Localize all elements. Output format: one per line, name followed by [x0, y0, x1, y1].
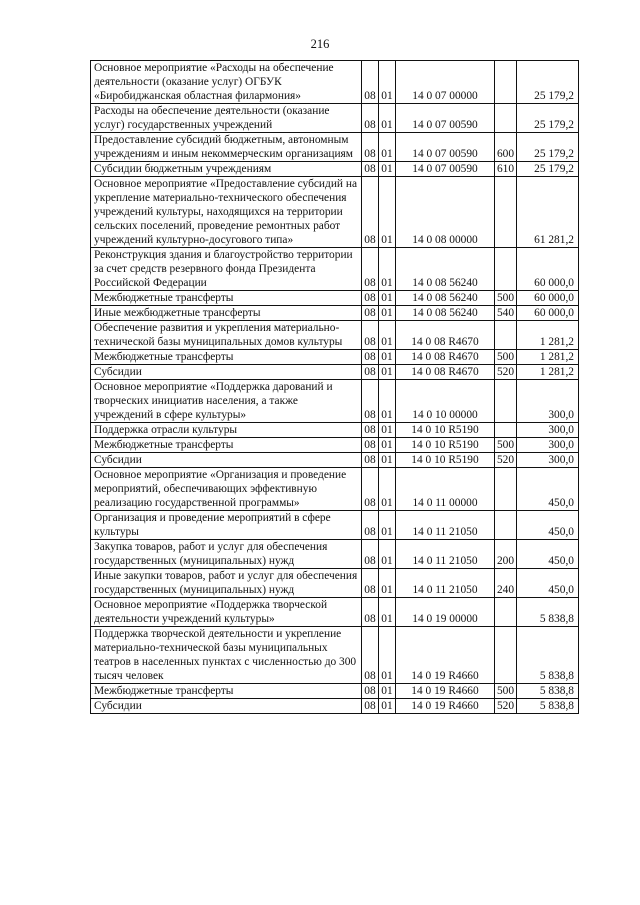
- row-subsection-cell: 01: [379, 468, 396, 511]
- row-name-cell: Субсидии бюджетным учреждениям: [91, 162, 362, 177]
- row-expense-type-cell: [495, 321, 517, 350]
- row-name-cell: Межбюджетные трансферты: [91, 438, 362, 453]
- row-section-cell: 08: [362, 453, 379, 468]
- row-name-cell: Субсидии: [91, 365, 362, 380]
- row-target-article-cell: 14 0 07 00590: [396, 133, 495, 162]
- row-target-article-cell: 14 0 08 R4670: [396, 321, 495, 350]
- row-subsection-cell: 01: [379, 699, 396, 714]
- row-amount-cell: 450,0: [517, 468, 579, 511]
- row-expense-type-cell: 610: [495, 162, 517, 177]
- row-amount-cell: 25 179,2: [517, 61, 579, 104]
- row-section-cell: 08: [362, 380, 379, 423]
- row-section-cell: 08: [362, 291, 379, 306]
- row-name-cell: Субсидии: [91, 699, 362, 714]
- row-expense-type-cell: [495, 104, 517, 133]
- row-target-article-cell: 14 0 08 R4670: [396, 365, 495, 380]
- row-amount-cell: 5 838,8: [517, 684, 579, 699]
- row-target-article-cell: 14 0 07 00590: [396, 104, 495, 133]
- row-amount-cell: 300,0: [517, 380, 579, 423]
- row-subsection-cell: 01: [379, 627, 396, 684]
- row-section-cell: 08: [362, 321, 379, 350]
- row-subsection-cell: 01: [379, 350, 396, 365]
- table-row: [91, 627, 579, 684]
- table-row: [91, 438, 579, 453]
- row-target-article-cell: 14 0 10 R5190: [396, 423, 495, 438]
- table-row: [91, 162, 579, 177]
- row-amount-cell: 450,0: [517, 569, 579, 598]
- row-section-cell: 08: [362, 540, 379, 569]
- table-row: [91, 177, 579, 248]
- row-subsection-cell: 01: [379, 133, 396, 162]
- row-name-cell: Субсидии: [91, 453, 362, 468]
- row-expense-type-cell: [495, 627, 517, 684]
- row-subsection-cell: 01: [379, 380, 396, 423]
- row-section-cell: 08: [362, 133, 379, 162]
- row-section-cell: 08: [362, 248, 379, 291]
- row-amount-cell: 60 000,0: [517, 306, 579, 321]
- row-name-cell: Межбюджетные трансферты: [91, 291, 362, 306]
- row-subsection-cell: 01: [379, 569, 396, 598]
- table-row: [91, 104, 579, 133]
- table-row: [91, 61, 579, 104]
- table-row: [91, 380, 579, 423]
- row-target-article-cell: 14 0 11 21050: [396, 540, 495, 569]
- row-amount-cell: 450,0: [517, 511, 579, 540]
- row-section-cell: 08: [362, 162, 379, 177]
- row-expense-type-cell: 600: [495, 133, 517, 162]
- row-expense-type-cell: 520: [495, 453, 517, 468]
- row-section-cell: 08: [362, 598, 379, 627]
- row-name-cell: Основное мероприятие «Поддержка творческой деятельности учреждений культуры»: [91, 598, 362, 627]
- row-subsection-cell: 01: [379, 365, 396, 380]
- row-expense-type-cell: 200: [495, 540, 517, 569]
- row-expense-type-cell: [495, 248, 517, 291]
- row-amount-cell: 61 281,2: [517, 177, 579, 248]
- row-amount-cell: 300,0: [517, 438, 579, 453]
- row-subsection-cell: 01: [379, 423, 396, 438]
- row-amount-cell: 1 281,2: [517, 350, 579, 365]
- budget-table: [90, 60, 579, 714]
- row-amount-cell: 60 000,0: [517, 291, 579, 306]
- row-section-cell: 08: [362, 350, 379, 365]
- row-subsection-cell: 01: [379, 540, 396, 569]
- row-amount-cell: 1 281,2: [517, 321, 579, 350]
- row-amount-cell: 25 179,2: [517, 104, 579, 133]
- row-section-cell: 08: [362, 684, 379, 699]
- row-expense-type-cell: [495, 423, 517, 438]
- row-amount-cell: 25 179,2: [517, 162, 579, 177]
- row-expense-type-cell: 540: [495, 306, 517, 321]
- row-name-cell: Расходы на обеспечение деятельности (оказание услуг) государственных учреждений: [91, 104, 362, 133]
- row-amount-cell: 60 000,0: [517, 248, 579, 291]
- row-expense-type-cell: 500: [495, 350, 517, 365]
- row-name-cell: Межбюджетные трансферты: [91, 350, 362, 365]
- row-section-cell: 08: [362, 365, 379, 380]
- row-section-cell: 08: [362, 423, 379, 438]
- row-target-article-cell: 14 0 08 00000: [396, 177, 495, 248]
- row-expense-type-cell: [495, 468, 517, 511]
- row-section-cell: 08: [362, 627, 379, 684]
- row-subsection-cell: 01: [379, 598, 396, 627]
- table-row: [91, 540, 579, 569]
- row-expense-type-cell: [495, 177, 517, 248]
- row-name-cell: Иные закупки товаров, работ и услуг для обеспечения государственных (муниципальных) нужд: [91, 569, 362, 598]
- row-subsection-cell: 01: [379, 321, 396, 350]
- row-target-article-cell: 14 0 11 00000: [396, 468, 495, 511]
- row-name-cell: Поддержка творческой деятельности и укрепление материально-технической базы муниципальных театров в населенных пунктах с численностью до 300 тысяч человек: [91, 627, 362, 684]
- row-target-article-cell: 14 0 07 00000: [396, 61, 495, 104]
- row-target-article-cell: 14 0 19 R4660: [396, 627, 495, 684]
- row-section-cell: 08: [362, 177, 379, 248]
- row-subsection-cell: 01: [379, 453, 396, 468]
- row-subsection-cell: 01: [379, 511, 396, 540]
- row-section-cell: 08: [362, 468, 379, 511]
- row-target-article-cell: 14 0 10 R5190: [396, 453, 495, 468]
- row-name-cell: Поддержка отрасли культуры: [91, 423, 362, 438]
- row-section-cell: 08: [362, 61, 379, 104]
- row-subsection-cell: 01: [379, 162, 396, 177]
- row-section-cell: 08: [362, 699, 379, 714]
- row-target-article-cell: 14 0 11 21050: [396, 569, 495, 598]
- row-amount-cell: 5 838,8: [517, 627, 579, 684]
- row-expense-type-cell: 240: [495, 569, 517, 598]
- row-target-article-cell: 14 0 08 56240: [396, 306, 495, 321]
- row-name-cell: Реконструкция здания и благоустройство территории за счет средств резервного фонда Президента Российской Федерации: [91, 248, 362, 291]
- row-amount-cell: 5 838,8: [517, 699, 579, 714]
- row-subsection-cell: 01: [379, 248, 396, 291]
- budget-table-body: [91, 61, 579, 714]
- row-name-cell: Обеспечение развития и укрепления материально-технической базы муниципальных домов культуры: [91, 321, 362, 350]
- row-subsection-cell: 01: [379, 291, 396, 306]
- row-amount-cell: 1 281,2: [517, 365, 579, 380]
- table-row: [91, 133, 579, 162]
- row-name-cell: Межбюджетные трансферты: [91, 684, 362, 699]
- table-row: [91, 468, 579, 511]
- table-row: [91, 511, 579, 540]
- row-subsection-cell: 01: [379, 684, 396, 699]
- row-name-cell: Организация и проведение мероприятий в сфере культуры: [91, 511, 362, 540]
- row-amount-cell: 300,0: [517, 423, 579, 438]
- row-expense-type-cell: 500: [495, 291, 517, 306]
- table-row: [91, 291, 579, 306]
- row-name-cell: Предоставление субсидий бюджетным, автономным учреждениям и иным некоммерческим организациям: [91, 133, 362, 162]
- row-name-cell: Основное мероприятие «Поддержка дарований и творческих инициатив населения, а также учреждений в сфере культуры»: [91, 380, 362, 423]
- row-name-cell: Основное мероприятие «Расходы на обеспечение деятельности (оказание услуг) ОГБУК «Биробиджанская областная филармония»: [91, 61, 362, 104]
- row-target-article-cell: 14 0 11 21050: [396, 511, 495, 540]
- row-name-cell: Закупка товаров, работ и услуг для обеспечения государственных (муниципальных) нужд: [91, 540, 362, 569]
- table-row: [91, 321, 579, 350]
- row-expense-type-cell: [495, 511, 517, 540]
- table-row: [91, 365, 579, 380]
- table-row: [91, 350, 579, 365]
- row-target-article-cell: 14 0 19 00000: [396, 598, 495, 627]
- table-row: [91, 453, 579, 468]
- row-name-cell: Основное мероприятие «Предоставление субсидий на укрепление материально-технического обеспечения учреждений культуры, находящихся на территории сельских поселений, проведение ремонтных работ учреждений культурно-досугового типа»: [91, 177, 362, 248]
- row-section-cell: 08: [362, 306, 379, 321]
- table-row: [91, 598, 579, 627]
- row-target-article-cell: 14 0 08 56240: [396, 291, 495, 306]
- row-section-cell: 08: [362, 511, 379, 540]
- row-expense-type-cell: [495, 61, 517, 104]
- row-subsection-cell: 01: [379, 61, 396, 104]
- row-section-cell: 08: [362, 569, 379, 598]
- row-target-article-cell: 14 0 10 00000: [396, 380, 495, 423]
- row-expense-type-cell: 520: [495, 699, 517, 714]
- row-expense-type-cell: 500: [495, 438, 517, 453]
- row-expense-type-cell: 520: [495, 365, 517, 380]
- row-amount-cell: 5 838,8: [517, 598, 579, 627]
- row-target-article-cell: 14 0 08 R4670: [396, 350, 495, 365]
- row-name-cell: Основное мероприятие «Организация и проведение мероприятий, обеспечивающих эффективную реализацию государственной программы»: [91, 468, 362, 511]
- row-target-article-cell: 14 0 10 R5190: [396, 438, 495, 453]
- table-row: [91, 569, 579, 598]
- row-target-article-cell: 14 0 08 56240: [396, 248, 495, 291]
- row-amount-cell: 300,0: [517, 453, 579, 468]
- row-target-article-cell: 14 0 19 R4660: [396, 699, 495, 714]
- row-name-cell: Иные межбюджетные трансферты: [91, 306, 362, 321]
- row-subsection-cell: 01: [379, 438, 396, 453]
- row-expense-type-cell: 500: [495, 684, 517, 699]
- row-target-article-cell: 14 0 19 R4660: [396, 684, 495, 699]
- row-subsection-cell: 01: [379, 177, 396, 248]
- row-section-cell: 08: [362, 438, 379, 453]
- row-amount-cell: 450,0: [517, 540, 579, 569]
- row-target-article-cell: 14 0 07 00590: [396, 162, 495, 177]
- table-row: [91, 306, 579, 321]
- table-row: [91, 699, 579, 714]
- table-row: [91, 248, 579, 291]
- row-subsection-cell: 01: [379, 306, 396, 321]
- row-subsection-cell: 01: [379, 104, 396, 133]
- page-number: 216: [310, 37, 330, 51]
- row-expense-type-cell: [495, 380, 517, 423]
- row-section-cell: 08: [362, 104, 379, 133]
- row-expense-type-cell: [495, 598, 517, 627]
- table-row: [91, 423, 579, 438]
- row-amount-cell: 25 179,2: [517, 133, 579, 162]
- table-row: [91, 684, 579, 699]
